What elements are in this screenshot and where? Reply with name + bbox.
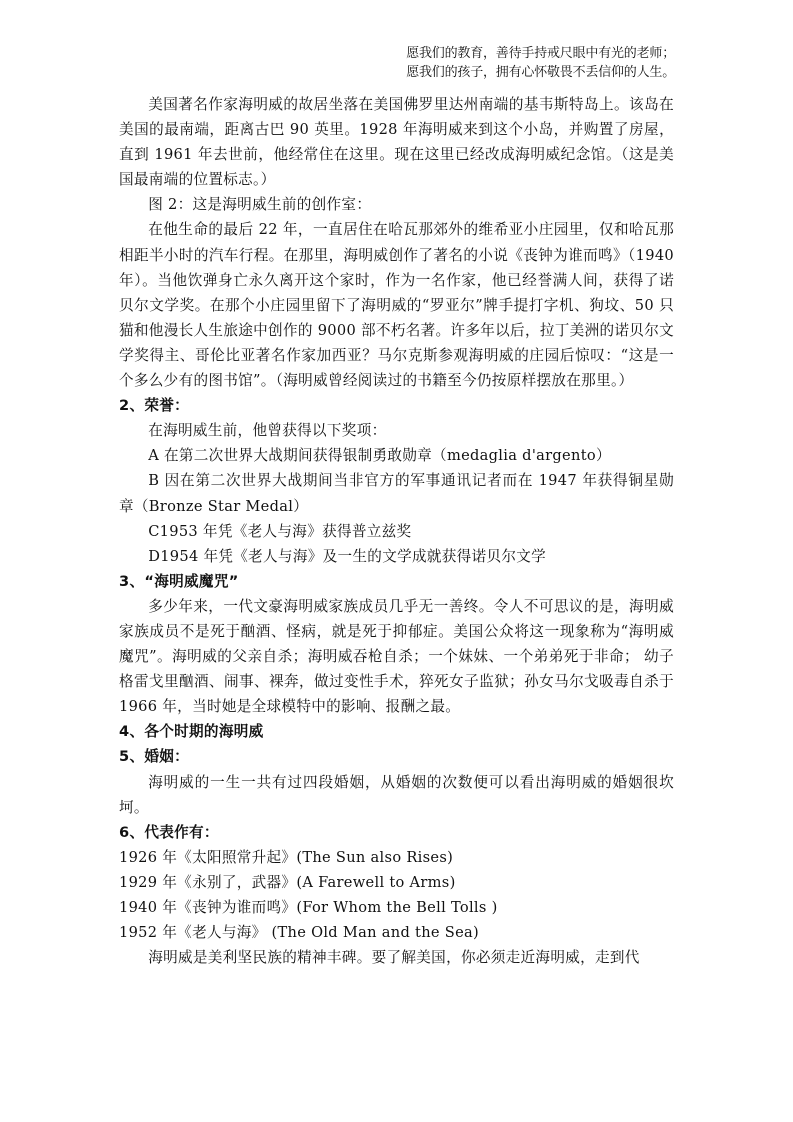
intro-paragraph-residence: 美国著名作家海明威的故居坐落在美国佛罗里达州南端的基韦斯特岛上。该岛在美国的最南端，距离古巴 90 英里。1928 年海明威来到这个小岛，并购置了房屋，直到 1961 年去世前，他经常住在这里。现在这里已经改成海明威纪念馆。（这是美国最南端的位置标志。） xyxy=(119,96,674,189)
works-item: 1940 年《丧钟为谁而鸣》(For Whom the Bell Tolls ) xyxy=(119,899,498,916)
intro-figure-caption: 图 2：这是海明威生前的创作室： xyxy=(148,196,372,214)
works-item: 1952 年《老人与海》 (The Old Man and the Sea) xyxy=(119,924,480,942)
section-heading-curse: 3、“海明威魔咒” xyxy=(119,572,239,590)
section-heading-honors: 2、荣誉： xyxy=(119,397,190,415)
intro-paragraph-estate: 在他生命的最后 22 年，一直居住在哈瓦那郊外的维希亚小庄园里，仅和哈瓦那相距半小时的汽车行程。在那里，海明威创作了著名的小说《丧钟为谁而鸣》（1940 年）。当他饮弹身亡永久离开这个家时，作为一名作家，他已经誉满人间，获得了诺贝尔文学奖。在那个小庄园里留下了海明威的“罗亚尔”牌手提打字机、狗坟、50 只猫和他漫长人生旅途中创作的 9000 部不朽名著。许多年以后，拉丁美洲的诺贝尔文学奖得主、哥伦比亚著名作家加西亚？马尔克斯参观海明威的庄园后惊叹：“这是一个多么少有的图书馆”。（海明威曾经阅读过的书籍至今仍按原样摆放在那里。） xyxy=(119,221,674,390)
closing-paragraph: 海明威是美利坚民族的精神丰碑。要了解美国，你必须走近海明威，走到代 xyxy=(148,949,640,967)
honors-item-b: B 因在第二次世界大战期间当非官方的军事通讯记者而在 1947 年获得铜星勋章（Bronze Star Medal） xyxy=(119,472,674,515)
marriage-paragraph: 海明威的一生一共有过四段婚姻，从婚姻的次数便可以看出海明威的婚姻很坎坷。 xyxy=(119,773,674,816)
honors-item-c: C1953 年凭《老人与海》获得普立兹奖 xyxy=(148,522,412,540)
header-motto-line-1: 愿我们的教育，善待手持戒尺眼中有光的老师； xyxy=(406,46,675,61)
honors-lead: 在海明威生前，他曾获得以下奖项： xyxy=(148,422,387,440)
section-heading-works: 6、代表作有： xyxy=(119,823,219,841)
curse-paragraph: 多少年来，一代文豪海明威家族成员几乎无一善终。令人不可思议的是，海明威家族成员不是死于酗酒、怪病，就是死于抑郁症。美国公众将这一现象称为“海明威魔咒”。海明威的父亲自杀；海明威吞枪自杀；一个妹妹、一个弟弟死于非命； 幼子格雷戈里酗酒、闹事、裸奔，做过变性手术，猝死女子监狱；孙女马尔戈吸毒自杀于 1966 年，当时她是全球模特中的影响、报酬之最。 xyxy=(119,597,674,716)
section-heading-periods: 4、各个时期的海明威 xyxy=(119,723,264,741)
document-body xyxy=(119,92,674,970)
works-item: 1929 年《永别了，武器》(A Farewell to Arms) xyxy=(119,873,456,891)
honors-item-d: D1954 年凭《老人与海》及一生的文学成就获得诺贝尔文学 xyxy=(148,547,547,565)
works-item: 1926 年《太阳照常升起》(The Sun also Rises) xyxy=(119,848,454,866)
honors-item-a: A 在第二次世界大战期间获得银制勇敢勋章（medaglia d'argento） xyxy=(148,447,611,465)
page-header xyxy=(406,44,675,82)
header-motto-line-2: 愿我们的孩子，拥有心怀敬畏不丢信仰的人生。 xyxy=(406,65,675,80)
section-heading-marriage: 5、婚姻： xyxy=(119,748,190,766)
